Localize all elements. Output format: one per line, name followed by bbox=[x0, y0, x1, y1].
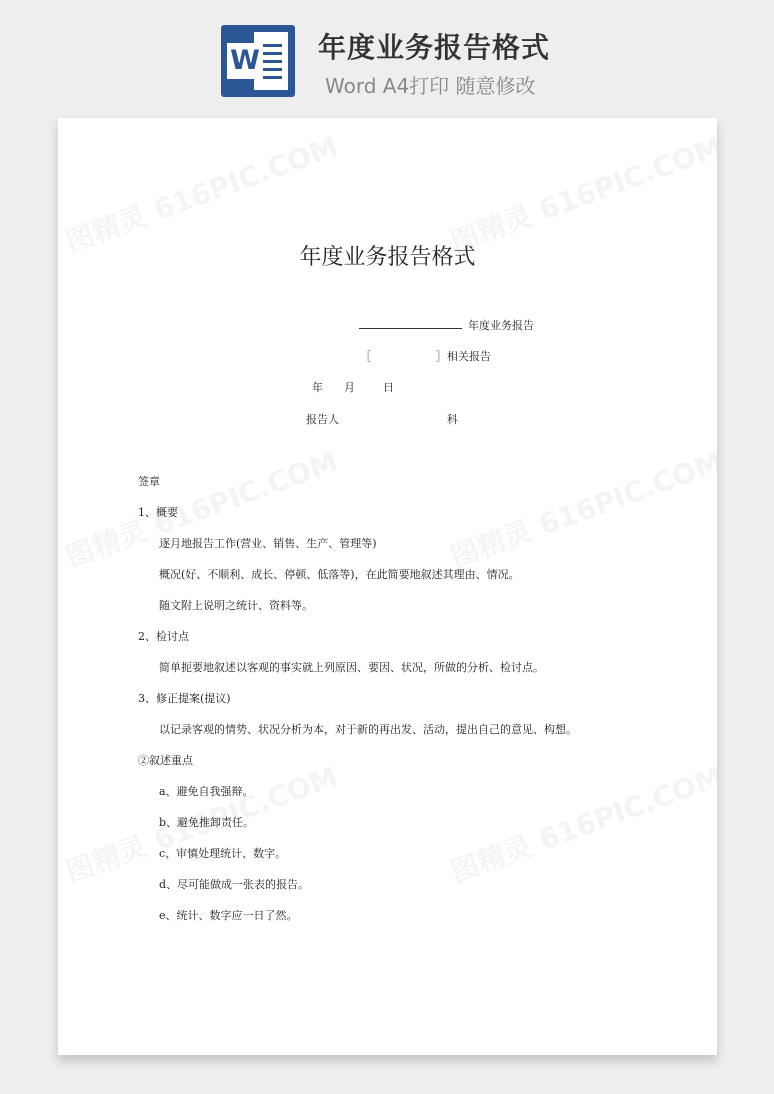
header-subtitle: Word A4打印 随意修改 bbox=[325, 74, 536, 98]
list-item: c、审慎处理统计、数字。 bbox=[159, 847, 287, 860]
section-heading: 3、修正提案(提议) bbox=[138, 692, 231, 705]
related-report-label: ］相关报告 bbox=[436, 350, 491, 363]
section-heading: ②叙述重点 bbox=[138, 754, 193, 767]
list-item: d、尽可能做成一张表的报告。 bbox=[159, 878, 310, 891]
reporter-label: 报告人 bbox=[306, 413, 339, 426]
paragraph: 随文附上说明之统计、资料等。 bbox=[159, 599, 313, 612]
paragraph: 简单扼要地叙述以客观的事实就上列原因、要因、状况，所做的分析、检讨点。 bbox=[159, 661, 544, 674]
blank-underline bbox=[359, 328, 462, 329]
bracket-left: ［ bbox=[360, 350, 371, 363]
paragraph: 逐月地报告工作(营业、销售、生产、管理等) bbox=[159, 537, 377, 550]
header-title: 年度业务报告格式 bbox=[318, 31, 551, 64]
watermark bbox=[445, 440, 717, 576]
section-heading: 2、检讨点 bbox=[138, 630, 189, 643]
date-month: 月 bbox=[344, 381, 355, 394]
word-icon-letter: W bbox=[227, 43, 263, 79]
paragraph: 以记录客观的情势、状况分析为本，对于新的再出发、活动，提出自己的意见、构想。 bbox=[159, 723, 577, 736]
department-label: 科 bbox=[447, 413, 458, 426]
section-heading: 1、概要 bbox=[138, 506, 178, 519]
list-item: e、统计、数字应一日了然。 bbox=[159, 909, 298, 922]
paragraph: 概况(好、不顺利、成长、停顿、低落等)，在此简要地叙述其理由、情况。 bbox=[159, 568, 520, 581]
list-item: b、避免推卸责任。 bbox=[159, 816, 255, 829]
document-page bbox=[58, 118, 717, 1055]
date-year: 年 bbox=[312, 381, 323, 394]
watermark bbox=[445, 755, 717, 891]
seal-label: 签章 bbox=[138, 475, 160, 488]
list-item: a、避免自我强辩。 bbox=[159, 785, 254, 798]
page-header bbox=[0, 0, 774, 118]
document-title: 年度业务报告格式 bbox=[299, 245, 476, 270]
word-icon bbox=[221, 25, 295, 97]
report-type-label: 年度业务报告 bbox=[468, 319, 534, 332]
date-day: 日 bbox=[383, 381, 394, 394]
watermark bbox=[60, 440, 343, 576]
